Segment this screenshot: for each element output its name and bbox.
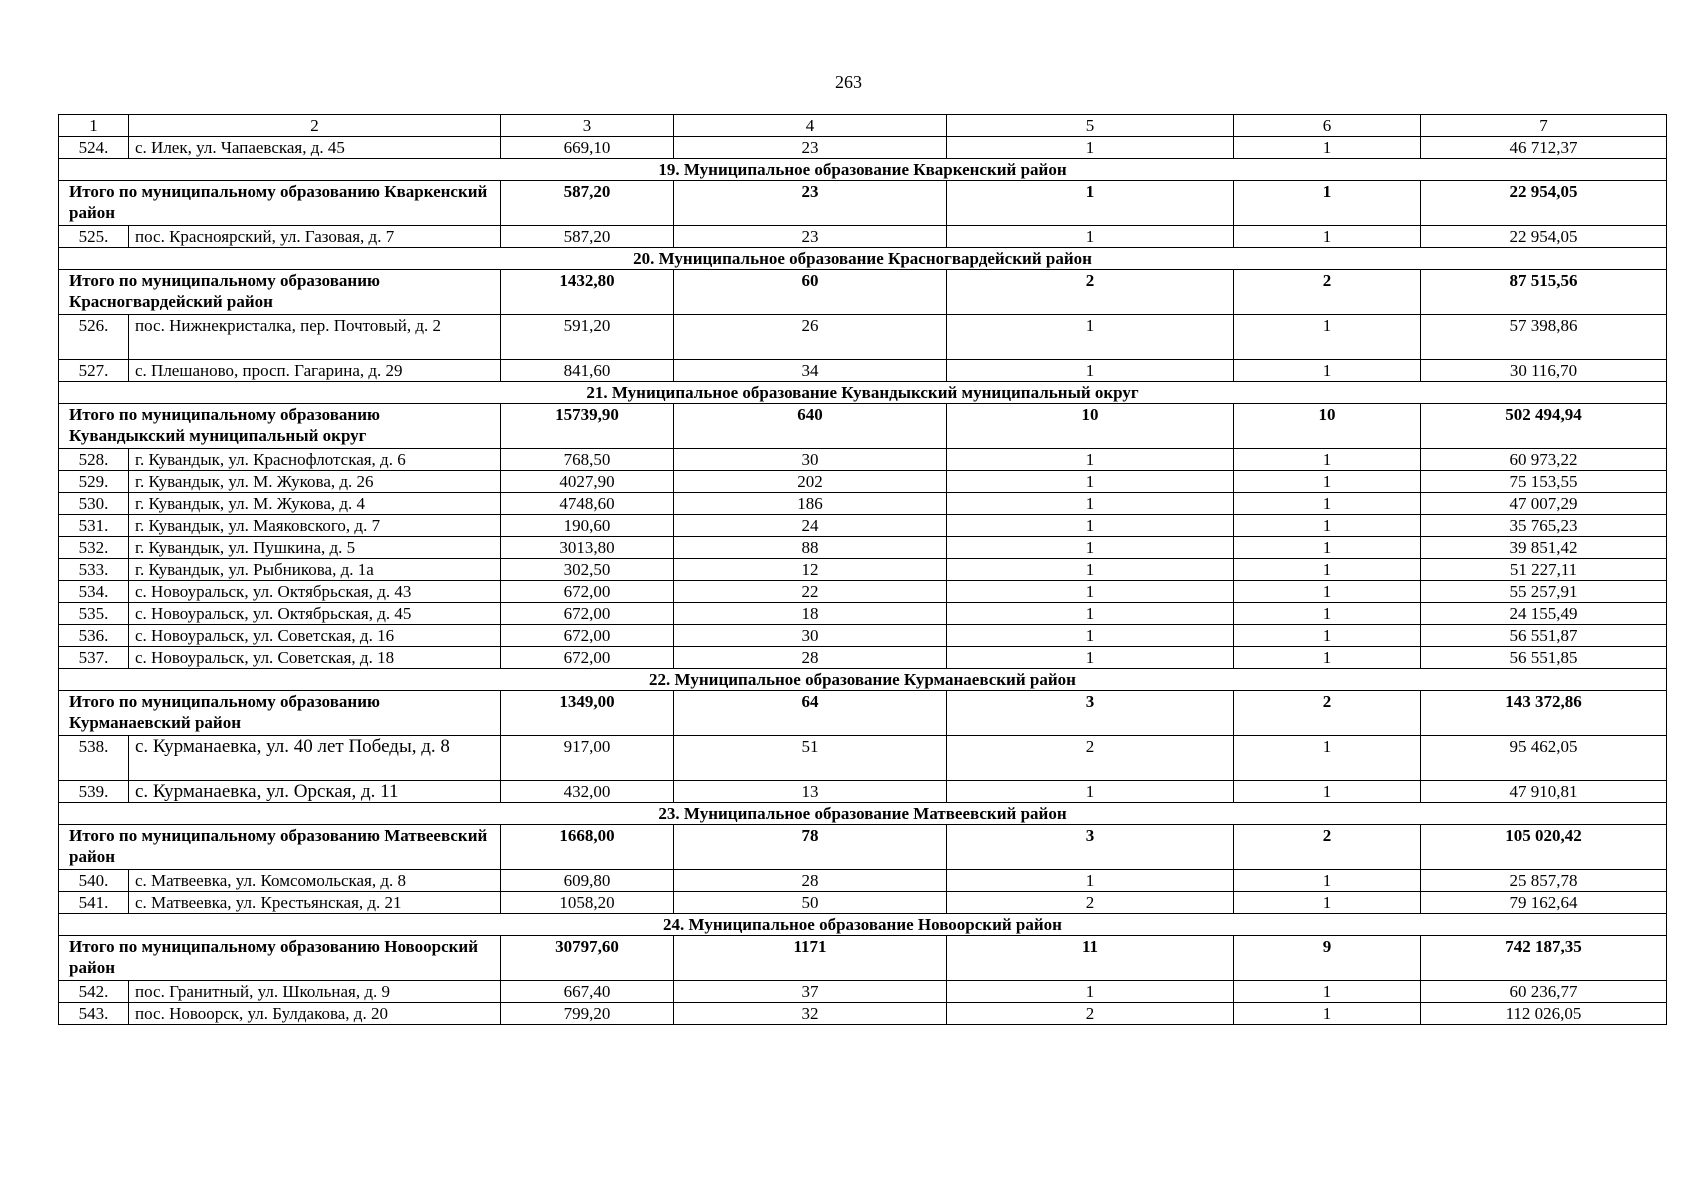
value-cell: 1 (947, 870, 1234, 892)
total-label: Итого по муниципальному образованию Курманаевский район (59, 691, 501, 736)
row-number: 525. (59, 226, 129, 248)
amount-cell: 60 973,22 (1421, 449, 1667, 471)
row-number: 527. (59, 360, 129, 382)
area-cell: 672,00 (501, 603, 674, 625)
area-cell: 4748,60 (501, 493, 674, 515)
amount-cell: 502 494,94 (1421, 404, 1667, 449)
row-number: 537. (59, 647, 129, 669)
total-row (59, 825, 1667, 870)
amount-cell: 105 020,42 (1421, 825, 1667, 870)
address-cell: с. Новоуральск, ул. Октябрьская, д. 45 (129, 603, 501, 625)
page-number: 263 (835, 72, 862, 92)
area-cell: 672,00 (501, 647, 674, 669)
residents-cell: 640 (674, 404, 947, 449)
area-cell: 190,60 (501, 515, 674, 537)
table-row (59, 781, 1667, 803)
value-cell: 1 (947, 449, 1234, 471)
value-cell: 1 (1234, 625, 1421, 647)
value-cell: 2 (947, 1003, 1234, 1025)
value-cell: 1 (1234, 781, 1421, 803)
row-number: 529. (59, 471, 129, 493)
residents-cell: 88 (674, 537, 947, 559)
row-number: 524. (59, 137, 129, 159)
area-cell: 609,80 (501, 870, 674, 892)
residents-cell: 23 (674, 226, 947, 248)
value-cell: 2 (947, 270, 1234, 315)
table-row (59, 581, 1667, 603)
residents-cell: 22 (674, 581, 947, 603)
table-row (59, 981, 1667, 1003)
residents-cell: 26 (674, 315, 947, 360)
table-row (59, 537, 1667, 559)
total-row (59, 181, 1667, 226)
value-cell: 1 (947, 226, 1234, 248)
section-header-row (59, 914, 1667, 936)
amount-cell: 22 954,05 (1421, 226, 1667, 248)
address-cell: пос. Новоорск, ул. Булдакова, д. 20 (129, 1003, 501, 1025)
amount-cell: 24 155,49 (1421, 603, 1667, 625)
area-cell: 30797,60 (501, 936, 674, 981)
amount-cell: 60 236,77 (1421, 981, 1667, 1003)
row-number: 528. (59, 449, 129, 471)
value-cell: 1 (947, 581, 1234, 603)
column-number: 7 (1421, 115, 1667, 137)
residents-cell: 28 (674, 647, 947, 669)
value-cell: 1 (947, 559, 1234, 581)
column-number: 2 (129, 115, 501, 137)
residents-cell: 13 (674, 781, 947, 803)
residents-cell: 64 (674, 691, 947, 736)
amount-cell: 143 372,86 (1421, 691, 1667, 736)
address-cell: г. Кувандык, ул. Рыбникова, д. 1а (129, 559, 501, 581)
row-number: 540. (59, 870, 129, 892)
table-row (59, 226, 1667, 248)
value-cell: 1 (1234, 559, 1421, 581)
section-title: 20. Муниципальное образование Красногвардейский район (59, 248, 1667, 270)
address-cell: пос. Красноярский, ул. Газовая, д. 7 (129, 226, 501, 248)
value-cell: 10 (947, 404, 1234, 449)
row-number: 541. (59, 892, 129, 914)
area-cell: 1058,20 (501, 892, 674, 914)
area-cell: 587,20 (501, 181, 674, 226)
section-title: 22. Муниципальное образование Курманаевский район (59, 669, 1667, 691)
column-number: 5 (947, 115, 1234, 137)
amount-cell: 112 026,05 (1421, 1003, 1667, 1025)
address-cell: с. Плешаново, просп. Гагарина, д. 29 (129, 360, 501, 382)
value-cell: 11 (947, 936, 1234, 981)
amount-cell: 47 910,81 (1421, 781, 1667, 803)
value-cell: 1 (1234, 870, 1421, 892)
table-row (59, 360, 1667, 382)
section-header-row (59, 159, 1667, 181)
value-cell: 1 (1234, 1003, 1421, 1025)
value-cell: 1 (947, 981, 1234, 1003)
row-number: 543. (59, 1003, 129, 1025)
value-cell: 1 (1234, 603, 1421, 625)
amount-cell: 57 398,86 (1421, 315, 1667, 360)
amount-cell: 46 712,37 (1421, 137, 1667, 159)
total-row (59, 404, 1667, 449)
address-cell: пос. Нижнекристалка, пер. Почтовый, д. 2 (129, 315, 501, 360)
row-number: 532. (59, 537, 129, 559)
total-row (59, 691, 1667, 736)
amount-cell: 35 765,23 (1421, 515, 1667, 537)
area-cell: 841,60 (501, 360, 674, 382)
area-cell: 667,40 (501, 981, 674, 1003)
amount-cell: 75 153,55 (1421, 471, 1667, 493)
total-label: Итого по муниципальному образованию Кваркенский район (59, 181, 501, 226)
value-cell: 1 (1234, 181, 1421, 226)
table-row (59, 625, 1667, 647)
value-cell: 9 (1234, 936, 1421, 981)
amount-cell: 39 851,42 (1421, 537, 1667, 559)
value-cell: 1 (1234, 493, 1421, 515)
address-cell: с. Новоуральск, ул. Октябрьская, д. 43 (129, 581, 501, 603)
area-cell: 1349,00 (501, 691, 674, 736)
row-number: 542. (59, 981, 129, 1003)
area-cell: 4027,90 (501, 471, 674, 493)
column-number: 4 (674, 115, 947, 137)
residents-cell: 202 (674, 471, 947, 493)
total-label: Итого по муниципальному образованию Матвеевский район (59, 825, 501, 870)
total-row (59, 270, 1667, 315)
row-number: 534. (59, 581, 129, 603)
amount-cell: 79 162,64 (1421, 892, 1667, 914)
value-cell: 2 (947, 736, 1234, 781)
column-number: 3 (501, 115, 674, 137)
area-cell: 302,50 (501, 559, 674, 581)
total-label: Итого по муниципальному образованию Красногвардейский район (59, 270, 501, 315)
residents-cell: 24 (674, 515, 947, 537)
amount-cell: 56 551,85 (1421, 647, 1667, 669)
area-cell: 432,00 (501, 781, 674, 803)
value-cell: 1 (947, 471, 1234, 493)
area-cell: 591,20 (501, 315, 674, 360)
table-row (59, 515, 1667, 537)
value-cell: 1 (1234, 892, 1421, 914)
area-cell: 672,00 (501, 581, 674, 603)
value-cell: 2 (1234, 691, 1421, 736)
value-cell: 1 (1234, 315, 1421, 360)
residents-cell: 34 (674, 360, 947, 382)
table-row (59, 603, 1667, 625)
section-header-row (59, 803, 1667, 825)
area-cell: 917,00 (501, 736, 674, 781)
value-cell: 1 (947, 315, 1234, 360)
row-number: 538. (59, 736, 129, 781)
residents-cell: 186 (674, 493, 947, 515)
address-cell: с. Новоуральск, ул. Советская, д. 16 (129, 625, 501, 647)
section-header-row (59, 669, 1667, 691)
row-number: 539. (59, 781, 129, 803)
row-number: 531. (59, 515, 129, 537)
value-cell: 1 (947, 515, 1234, 537)
value-cell: 1 (1234, 360, 1421, 382)
row-number: 536. (59, 625, 129, 647)
amount-cell: 95 462,05 (1421, 736, 1667, 781)
value-cell: 1 (947, 625, 1234, 647)
value-cell: 1 (1234, 226, 1421, 248)
table-row (59, 559, 1667, 581)
row-number: 535. (59, 603, 129, 625)
value-cell: 1 (947, 137, 1234, 159)
section-header-row (59, 382, 1667, 404)
value-cell: 1 (1234, 137, 1421, 159)
value-cell: 1 (1234, 515, 1421, 537)
amount-cell: 56 551,87 (1421, 625, 1667, 647)
value-cell: 1 (1234, 981, 1421, 1003)
value-cell: 1 (1234, 647, 1421, 669)
table-row (59, 870, 1667, 892)
section-title: 24. Муниципальное образование Новоорский район (59, 914, 1667, 936)
residents-cell: 18 (674, 603, 947, 625)
amount-cell: 30 116,70 (1421, 360, 1667, 382)
residents-cell: 28 (674, 870, 947, 892)
residents-cell: 51 (674, 736, 947, 781)
address-cell: с. Матвеевка, ул. Крестьянская, д. 21 (129, 892, 501, 914)
address-cell: г. Кувандык, ул. Маяковского, д. 7 (129, 515, 501, 537)
address-cell: с. Новоуральск, ул. Советская, д. 18 (129, 647, 501, 669)
value-cell: 10 (1234, 404, 1421, 449)
value-cell: 1 (947, 493, 1234, 515)
table-row (59, 736, 1667, 781)
area-cell: 15739,90 (501, 404, 674, 449)
value-cell: 1 (947, 781, 1234, 803)
value-cell: 2 (1234, 825, 1421, 870)
address-cell: г. Кувандык, ул. Пушкина, д. 5 (129, 537, 501, 559)
section-title: 21. Муниципальное образование Кувандыкский муниципальный округ (59, 382, 1667, 404)
amount-cell: 47 007,29 (1421, 493, 1667, 515)
residents-cell: 12 (674, 559, 947, 581)
value-cell: 2 (947, 892, 1234, 914)
value-cell: 1 (947, 360, 1234, 382)
area-cell: 768,50 (501, 449, 674, 471)
area-cell: 587,20 (501, 226, 674, 248)
residents-cell: 30 (674, 449, 947, 471)
table-row (59, 493, 1667, 515)
value-cell: 1 (947, 181, 1234, 226)
table-row (59, 137, 1667, 159)
address-cell: с. Матвеевка, ул. Комсомольская, д. 8 (129, 870, 501, 892)
section-title: 23. Муниципальное образование Матвеевский район (59, 803, 1667, 825)
value-cell: 1 (1234, 449, 1421, 471)
column-number: 1 (59, 115, 129, 137)
amount-cell: 51 227,11 (1421, 559, 1667, 581)
column-number-row (59, 115, 1667, 137)
residents-cell: 50 (674, 892, 947, 914)
address-cell: г. Кувандык, ул. М. Жукова, д. 4 (129, 493, 501, 515)
value-cell: 1 (1234, 471, 1421, 493)
value-cell: 1 (1234, 736, 1421, 781)
area-cell: 3013,80 (501, 537, 674, 559)
residents-cell: 23 (674, 181, 947, 226)
row-number: 526. (59, 315, 129, 360)
section-header-row (59, 248, 1667, 270)
area-cell: 799,20 (501, 1003, 674, 1025)
value-cell: 3 (947, 825, 1234, 870)
residents-cell: 23 (674, 137, 947, 159)
table-row (59, 449, 1667, 471)
value-cell: 1 (1234, 581, 1421, 603)
residents-cell: 30 (674, 625, 947, 647)
value-cell: 1 (947, 537, 1234, 559)
residents-cell: 32 (674, 1003, 947, 1025)
residents-cell: 37 (674, 981, 947, 1003)
amount-cell: 55 257,91 (1421, 581, 1667, 603)
total-row (59, 936, 1667, 981)
total-label: Итого по муниципальному образованию Новоорский район (59, 936, 501, 981)
address-cell: г. Кувандык, ул. Краснофлотская, д. 6 (129, 449, 501, 471)
amount-cell: 87 515,56 (1421, 270, 1667, 315)
value-cell: 3 (947, 691, 1234, 736)
area-cell: 672,00 (501, 625, 674, 647)
row-number: 533. (59, 559, 129, 581)
total-label: Итого по муниципальному образованию Кувандыкский муниципальный округ (59, 404, 501, 449)
residents-cell: 60 (674, 270, 947, 315)
value-cell: 1 (947, 647, 1234, 669)
value-cell: 2 (1234, 270, 1421, 315)
table-row (59, 647, 1667, 669)
residents-cell: 78 (674, 825, 947, 870)
address-cell: с. Курманаевка, ул. 40 лет Победы, д. 8 (129, 736, 501, 781)
address-cell: г. Кувандык, ул. М. Жукова, д. 26 (129, 471, 501, 493)
table-row (59, 315, 1667, 360)
row-number: 530. (59, 493, 129, 515)
area-cell: 1432,80 (501, 270, 674, 315)
register-table (58, 114, 1667, 1025)
table-row (59, 1003, 1667, 1025)
section-title: 19. Муниципальное образование Кваркенский район (59, 159, 1667, 181)
amount-cell: 742 187,35 (1421, 936, 1667, 981)
amount-cell: 22 954,05 (1421, 181, 1667, 226)
table-row (59, 471, 1667, 493)
address-cell: с. Илек, ул. Чапаевская, д. 45 (129, 137, 501, 159)
residents-cell: 1171 (674, 936, 947, 981)
address-cell: с. Курманаевка, ул. Орская, д. 11 (129, 781, 501, 803)
area-cell: 1668,00 (501, 825, 674, 870)
table-row (59, 892, 1667, 914)
area-cell: 669,10 (501, 137, 674, 159)
amount-cell: 25 857,78 (1421, 870, 1667, 892)
value-cell: 1 (947, 603, 1234, 625)
value-cell: 1 (1234, 537, 1421, 559)
column-number: 6 (1234, 115, 1421, 137)
address-cell: пос. Гранитный, ул. Школьная, д. 9 (129, 981, 501, 1003)
